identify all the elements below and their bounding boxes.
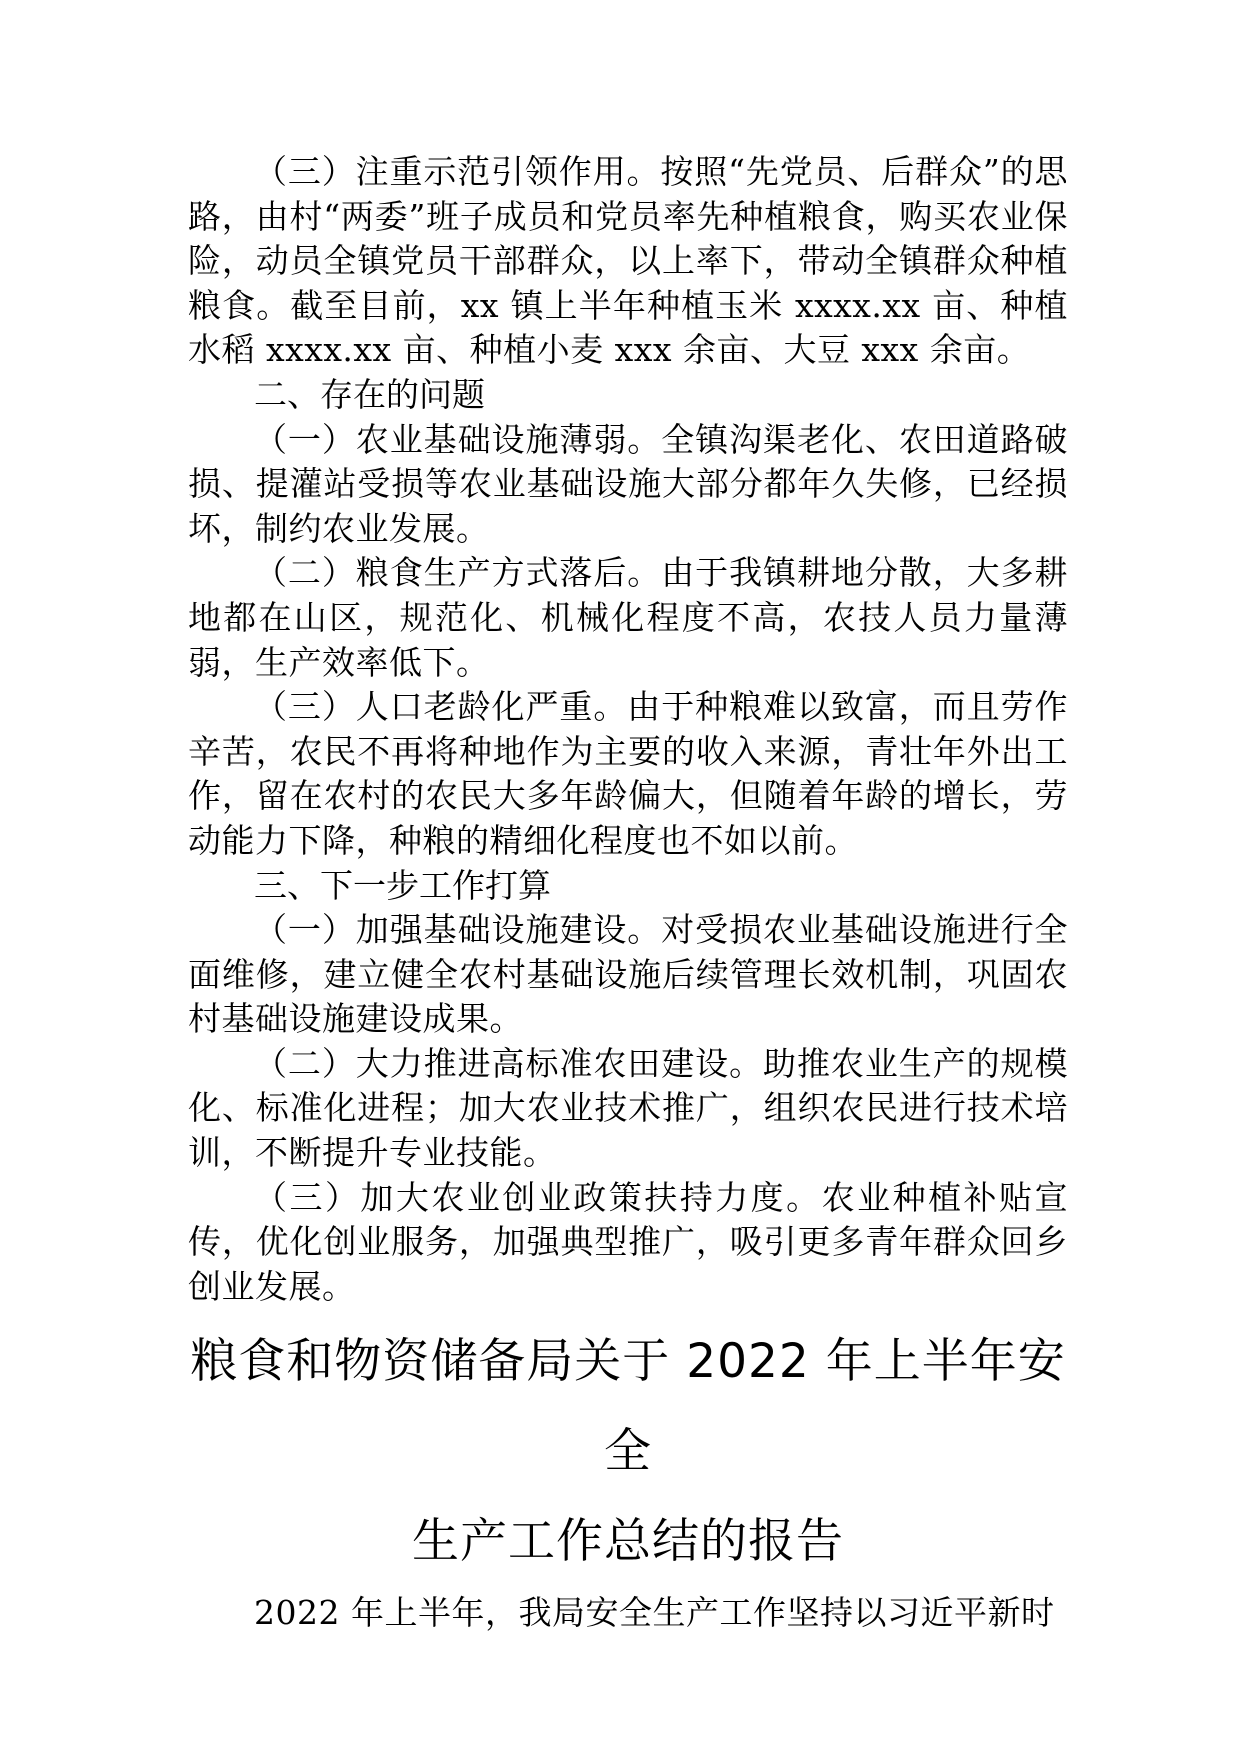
report-title-line-1: 粮食和物资储备局关于 2022 年上半年安全 [190, 1334, 1066, 1480]
paragraph-strengthen-infrastructure: （一）加强基础设施建设。对受损农业基础设施进行全面维修，建立健全农村基础设施后续管理长效机制，巩固农村基础设施建设成果。 [188, 910, 1068, 1039]
paragraph-high-standard-farmland: （二）大力推进高标准农田建设。助推农业生产的规模化、标准化进程；加大农业技术推广，组织农民进行技术培训，不断提升专业技能。 [188, 1043, 1068, 1173]
paragraph-infrastructure-weak: （一）农业基础设施薄弱。全镇沟渠老化、农田道路破损、提灌站受损等农业基础设施大部分都年久失修，已经损坏，制约农业发展。 [188, 419, 1068, 548]
report-title-line-2: 生产工作总结的报告 [412, 1514, 844, 1570]
paragraph-policy-support: （三）加大农业创业政策扶持力度。农业种植补贴宣传，优化创业服务，加强典型推广，吸引更多青年群众回乡创业发展。 [188, 1177, 1068, 1306]
report-title [188, 1317, 1068, 1587]
paragraph-production-backward: （二）粮食生产方式落后。由于我镇耕地分散，大多耕地都在山区，规范化、机械化程度不高，农技人员力量薄弱，生产效率低下。 [188, 553, 1068, 682]
paragraph-report-intro: 2022 年上半年，我局安全生产工作坚持以习近平新时 [254, 1593, 1055, 1633]
document-page [188, 150, 1068, 1636]
paragraph-aging-population: （三）人口老龄化严重。由于种粮难以致富，而且劳作辛苦，农民不再将种地作为主要的收入来源，青壮年外出工作，留在农村的农民大多年龄偏大，但随着年龄的增长，劳动能力下降，种粮的精细化程度也不如以前。 [188, 687, 1068, 860]
section-heading-problems: 二、存在的问题 [254, 374, 485, 414]
paragraph-demonstration: （三）注重示范引领作用。按照“先党员、后群众”的思路，由村“两委”班子成员和党员率先种植粮食，购买农业保险，动员全镇党员干部群众，以上率下，带动全镇群众种植粮食。截至目前，xx 镇上半年种植玉米 xxxx.xx 亩、种植水稻 xxxx.xx 亩、种植小麦 xxx 余亩、大豆 xxx 余亩。 [188, 152, 1068, 370]
section-heading-next-steps: 三、下一步工作打算 [254, 865, 551, 905]
